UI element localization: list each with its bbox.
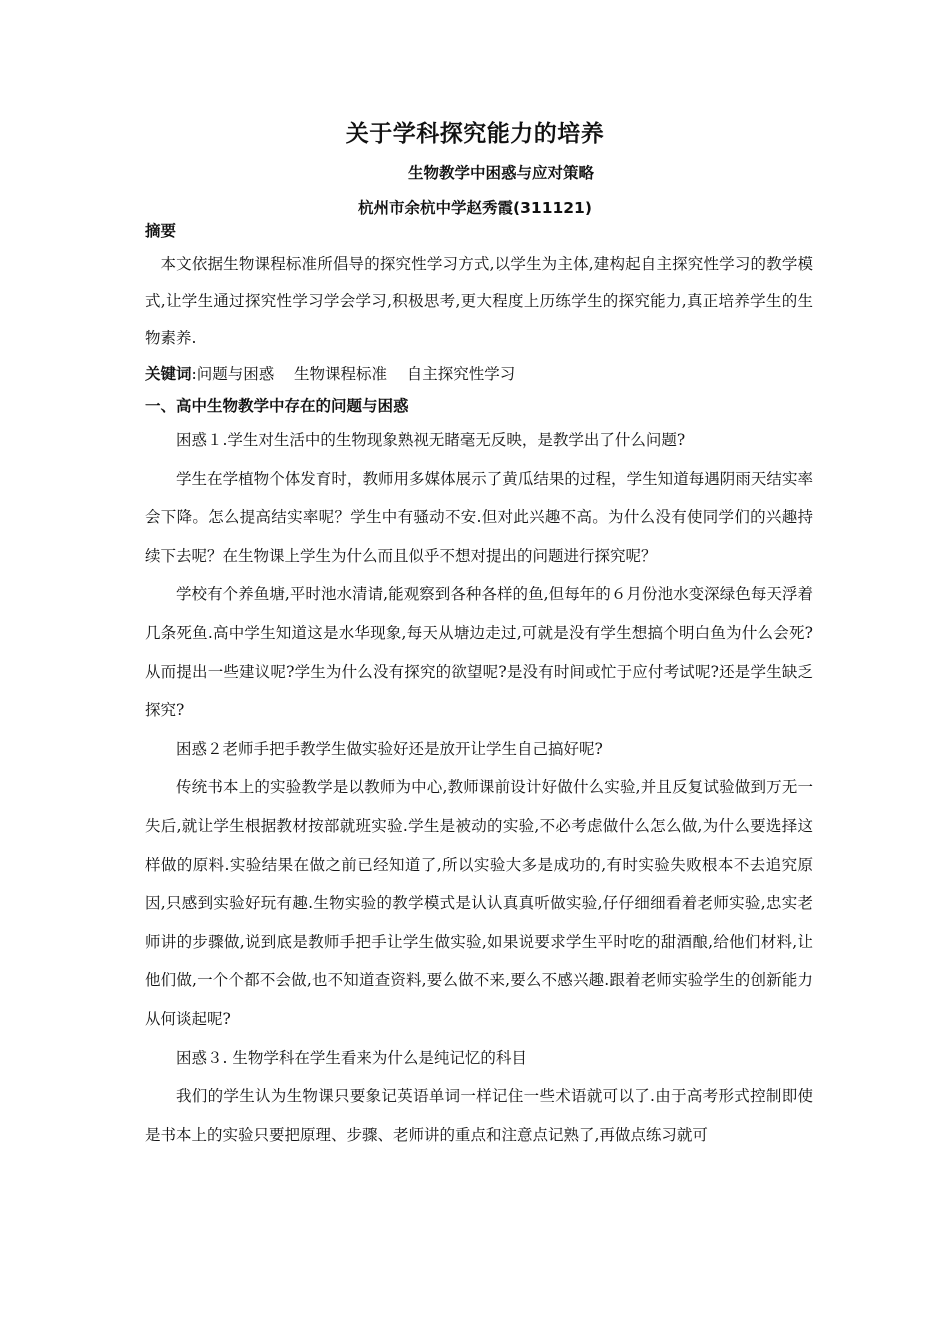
- paragraph-memorization: 我们的学生认为生物课只要象记英语单词一样记住一些术语就可以了.由于高考形式控制即使是书本上的实验只要把原理、步骤、老师讲的重点和注意点记熟了,再做点练习就可: [145, 1087, 813, 1144]
- paragraph-confusion-2: 困惑２老师手把手教学生做实验好还是放开让学生自己搞好呢?: [176, 739, 603, 758]
- paragraph-traditional-experiments: 传统书本上的实验教学是以教师为中心,教师课前设计好做什么实验,并且反复试验做到万无一失后,就让学生根据教材按部就班实验.学生是被动的实验,不必考虑做什么怎么做,为什么要选择这样做的原料.实验结果在做之前已经知道了,所以实验大多是成功的,有时实验失败根本不去追究原因,只感到实验好玩有趣.生物实验的教学模式是认认真真听做实验,仔仔细细看着老师实验,忠实老师讲的步骤做,说到底是教师手把手让学生做实验,如果说要求学生平时吃的甜酒酿,给他们材料,让他们做,一个个都不会做,也不知道查资料,要么做不来,要么不感兴趣.跟着老师实验学生的创新能力从何谈起呢?: [145, 778, 813, 1028]
- document-body: [145, 218, 813, 1154]
- keyword-1: :问题与困惑: [191, 365, 275, 383]
- document-subtitle: 生物教学中困惑与应对策略: [407, 164, 594, 182]
- paragraph-cucumber: 学生在学植物个体发育时，教师用多媒体展示了黄瓜结果的过程，学生知道每遇阴雨天结实率会下降。怎么提高结实率呢？学生中有骚动不安.但对此兴趣不高。为什么没有使同学们的兴趣持续下去呢？在生物课上学生为什么而且似乎不想对提出的问题进行探究呢？: [145, 469, 813, 565]
- abstract-text: 本文依据生物课程标准所倡导的探究性学习方式,以学生为主体,建构起自主探究性学习的教学模式,让学生通过探究性学习学会学习,积极思考,更大程度上历练学生的探究能力,真正培养学生的生物素养.: [145, 255, 813, 347]
- keyword-3: 自主探究性学习: [406, 365, 516, 383]
- keywords-line: [145, 360, 813, 388]
- keywords-label: 关键词: [145, 365, 192, 383]
- author-line: 杭州市余杭中学赵秀霞(311121): [358, 199, 592, 217]
- section-1-heading: 一、高中生物教学中存在的问题与困惑: [145, 397, 409, 415]
- paragraph-confusion-1: 困惑１.学生对生活中的生物现象熟视无睹毫无反映，是教学出了什么问题?: [176, 431, 686, 449]
- paragraph-fishpond: 学校有个养鱼塘,平时池水清请,能观察到各种各样的鱼,但每年的６月份池水变深绿色每天浮着几条死鱼.高中学生知道这是水华现象,每天从塘边走过,可就是没有学生想搞个明白鱼为什么会死?从而提出一些建议呢?学生为什么没有探究的欲望呢?是没有时间或忙于应付考试呢?还是学生缺乏探究?: [145, 585, 813, 720]
- document-title: 关于学科探究能力的培养: [345, 121, 605, 147]
- keyword-2: 生物课程标准: [293, 365, 387, 383]
- paragraph-confusion-3: 困惑３. 生物学科在学生看来为什么是纯记忆的科目: [176, 1048, 527, 1067]
- abstract-heading: 摘要: [145, 222, 177, 240]
